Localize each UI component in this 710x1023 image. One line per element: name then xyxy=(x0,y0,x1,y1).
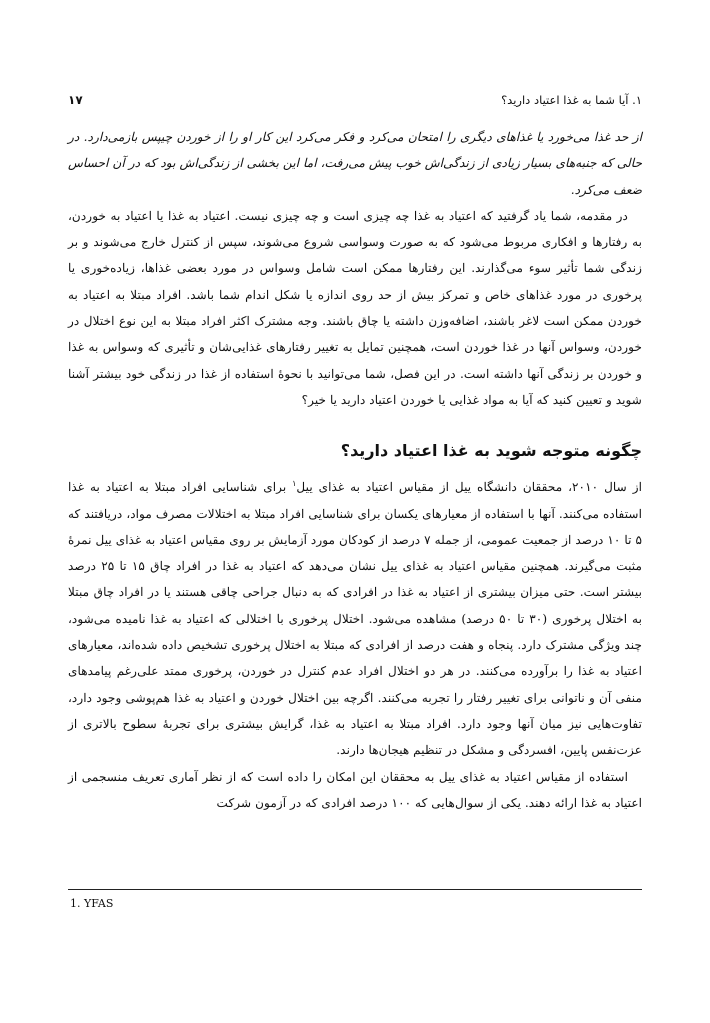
page-number: ۱۷ xyxy=(68,93,83,107)
section-paragraph-start: از سال ۲۰۱۰، محققان دانشگاه ییل از مقیاس اعتیاد به غذای ییل xyxy=(296,480,642,495)
running-header xyxy=(68,88,642,112)
intro-paragraph: در مقدمه، شما یاد گرفتید که اعتیاد به غذا چه چیزی است و چه چیزی نیست. اعتیاد به غذا یا اعتیاد به خوردن، به رفتارها و افکاری مربوط می‌شود که به صورت وسواسی شروع می‌شوند، سپس از کنترل خارج می‌شوند و بر زندگی شما تأثیر سوء می‌گذارند. این رفتارها ممکن است شامل وسواس در مورد بعضی غذاها، زیاده‌خوری یا پرخوری در مورد غذاهای خاص و تمرکز بیش از حد روی اندازه یا شکل اندام شما باشد. افراد مبتلا به اعتیاد به خوردن ممکن است لاغر باشند، اضافه‌وزن داشته یا چاق باشند. وجه مشترک اکثر افراد مبتلا به این نوع اختلال در خوردن، وسواس آنها در غذا خوردن است، همچنین تمایل به تغییر رفتارهای غذایی‌شان و تأثیری که وسواس به غذا و خوردن بر زندگی آنها داشته است. در این فصل، شما می‌توانید با نحوهٔ استفاده از غذا در زندگی خود بیشتر آشنا شوید و تعیین کنید که آیا به مواد غذایی یا خوردن اعتیاد دارید یا خیر؟ xyxy=(68,208,642,407)
section-heading: چگونه متوجه شوید به غذا اعتیاد دارید؟ xyxy=(340,441,642,461)
footnote-marker: ۱ xyxy=(292,479,297,489)
quote-paragraph: از حد غذا می‌خورد یا غذاهای دیگری را امتحان می‌کرد و فکر می‌کرد این کار او را از خوردن چیپس بازمی‌دارد. در حالی که جنبه‌های بسیار زیادی از زندگی‌اش خوب پیش می‌رفت، اما این بخشی از زندگی‌اش بود که در آن احساس ضعف می‌کرد. xyxy=(68,130,642,197)
last-paragraph: استفاده از مقیاس اعتیاد به غذای ییل به محققان این امکان را داده است که از نظر آماری تعریف منسجمی از اعتیاد به غذا ارائه دهند. یکی از سوال‌هایی که ۱۰۰ درصد افرادی که در آزمون شرکت xyxy=(68,769,642,810)
chapter-title: ۱. آیا شما به غذا اعتیاد دارید؟ xyxy=(501,93,642,107)
page-body xyxy=(68,124,642,816)
section-paragraph-rest: برای شناسایی افراد مبتلا به اعتیاد به غذا استفاده می‌کنند. آنها با استفاده از معیارهای یکسان برای شناسایی افراد مبتلا به اختلالات مصرف مواد، دریافتند که ۵ تا ۱۰ درصد از جمعیت عمومی، از جمله ۷ درصد از کودکان مورد آزمایش بر روی مقیاس اعتیاد به غذای ییل نمرهٔ مثبت می‌گیرند. همچنین مقیاس اعتیاد به غذای ییل نشان می‌دهد که اعتیاد به غذا در افراد چاق ۱۵ تا ۲۵ درصد بیشتر است. حتی میزان بیشتری از اعتیاد به غذا در افرادی که به دنبال جراحی چاقی هستند یا در افراد چاق مبتلا به اختلال پرخوری (۳۰ تا ۵۰ درصد) مشاهده می‌شود. اختلال پرخوری با اختلالی که اعتیاد به غذا نامیده می‌شود، چند ویژگی مشترک دارد. پنجاه و هفت درصد از افرادی که مبتلا به اختلال پرخوری تشخیص داده شده‌اند، معیارهای اعتیاد به غذا را برآورده می‌کنند. در هر دو اختلال افراد عدم کنترل در خوردن، پرخوری ممتد علی‌رغم پیامدهای منفی آن و ناتوانی برای تغییر رفتار را تجربه می‌کنند. اگرچه بین اختلال خوردن و اعتیاد به غذا هم‌پوشی وجود دارد، تفاوت‌هایی نیز میان آنها وجود دارد. افراد مبتلا به اعتیاد به غذا، گرایش بیشتری برای تجربهٔ سطوح بالاتری از عزت‌نفس پایین، افسردگی و مشکل در تنظیم هیجان‌ها دارند. xyxy=(68,480,642,758)
footnote-divider xyxy=(68,889,642,890)
section-paragraph xyxy=(68,474,642,763)
footnote: 1. YFAS xyxy=(70,897,114,910)
